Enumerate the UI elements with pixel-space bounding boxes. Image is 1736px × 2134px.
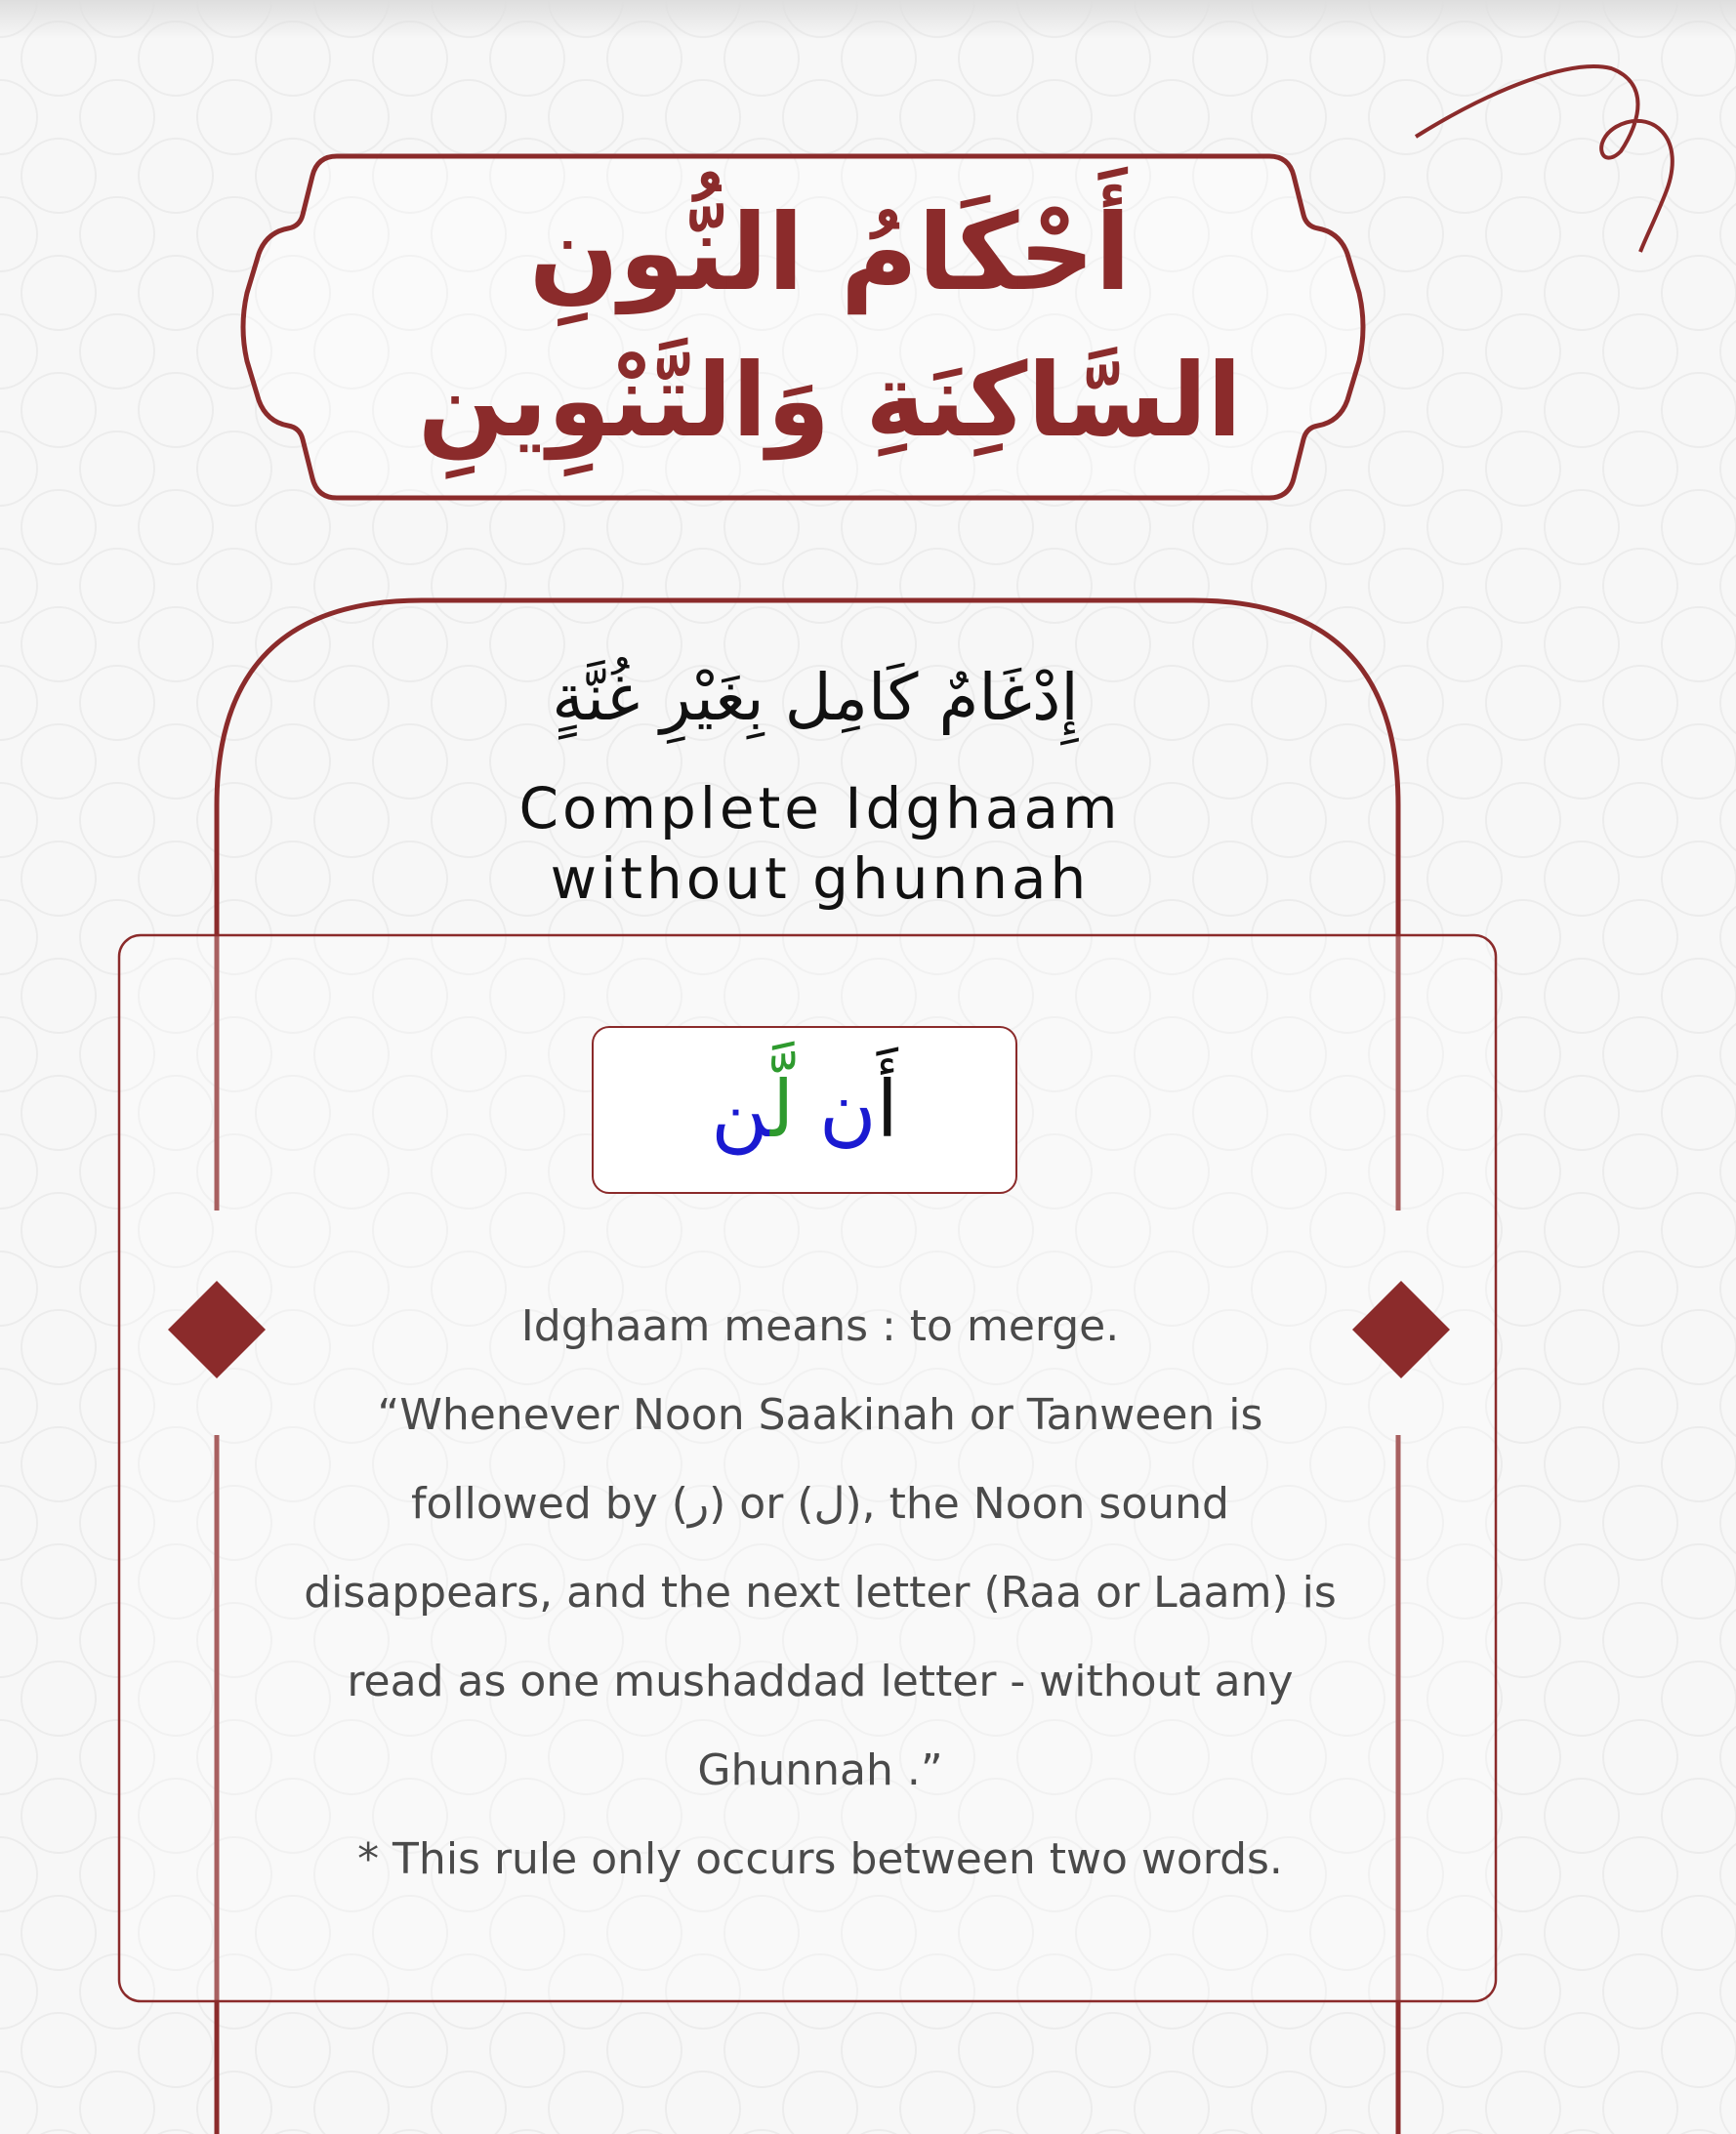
description-line: followed by (ر) or (ل), the Noon sound [411, 1479, 1229, 1529]
example-letter-noon-second: ن [711, 1064, 771, 1155]
description-line: read as one mushaddad letter - without any [347, 1657, 1294, 1706]
description-line: “Whenever Noon Saakinah or Tanween is [377, 1390, 1263, 1440]
example-box [592, 1026, 1017, 1194]
example-letter-laam: لَّ [770, 1064, 795, 1155]
description-line: Idghaam means : to merge. [520, 1301, 1120, 1351]
description-line: Ghunnah .” [697, 1745, 943, 1795]
example-word [594, 1028, 1015, 1192]
rule-english-name-line-1: Complete Idghaam [518, 775, 1122, 841]
example-letter-noon-first: ن [818, 1064, 877, 1155]
rule-note: * This rule only occurs between two words. [357, 1834, 1283, 1884]
swirl-ornament [1416, 66, 1673, 252]
main-title-line-1: أَحْكَامُ النُّونِ [528, 192, 1132, 314]
rule-english-name-line-2: without ghunnah [550, 845, 1091, 912]
rule-arabic-name: إِدْغَامٌ كَامِل بِغَيْرِ غُنَّةٍ [552, 660, 1079, 735]
main-title-line-2: السَّاكِنَةِ وَالتَّنْوِينِ [418, 341, 1242, 460]
example-letter-alif: أَ [876, 1064, 898, 1155]
description-line: disappears, and the next letter (Raa or Laam) is [304, 1568, 1337, 1618]
